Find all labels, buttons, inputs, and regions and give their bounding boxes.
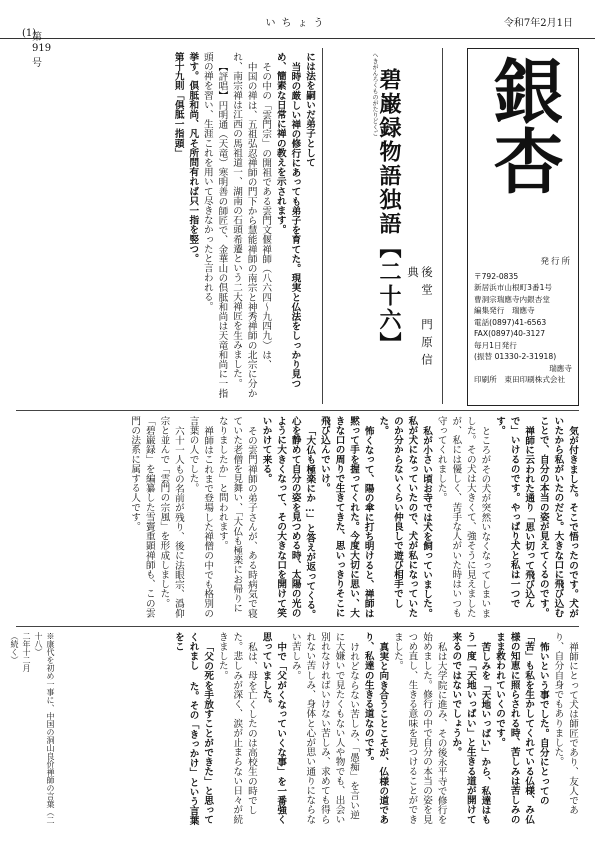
continued-mark: （続く）	[10, 632, 19, 664]
issue-date: 令和7年2月1日	[503, 18, 573, 29]
article-body-bottom: 禅師にとって犬は師匠であり、友人であり、自分自身でもありました。 怖いという事でした。自分にとっての「苦」も私を生かしてくれている仏様、み仏様の知恵に照らされる時、苦しみは苦しみのまま救われていくのです。 苦しみを「天地いっぱい」から、私達はもう一度「天地いっぱい」と生きる道が開けて来るのではないでしょうか。 私は大学院に進み、その後永平寺で修行を始めました。修行の中で自分の本当の姿を見つめ直し、生きる意味を見つけることができました。 真実と向き合うことこそが、仏様の道であり、私達の生きる道なのです。 けれどならない苦しみ、「愚痴」を言い逆に大嫌いで見たくもない人や物でも、出会い別れなければいけない苦しみ、求めても得られない苦しみ、身体と心が思い通りにならない苦しみ。 中で「父がくなっていくな事」を一番強く思っていました。 私は、母を亡くしたのは高校生の時でした。悲しみが深く、涙が止まらない日々が続きました。 「父の死を手放すことができた」と思ってくれまし た。その「きっかけ」という言葉をこ	[172, 632, 578, 826]
article-title-block	[330, 48, 440, 386]
footnote	[10, 632, 56, 828]
spacer	[446, 52, 466, 54]
frequency: 毎月1日発行	[474, 340, 517, 350]
editor: 編集発行 瑞應寺	[474, 306, 535, 315]
author: 後堂 門原信典	[406, 266, 434, 371]
furikae: (振替 01330-2-31918)	[474, 352, 557, 361]
article-title: 碧巌録物語独語【二十六】	[376, 68, 402, 356]
footnote-year: 二年十二月	[22, 632, 31, 672]
logo: 銀杏	[482, 55, 565, 195]
article-body-top-left: には法を嗣いだ弟子として 当時の厳しい禅の修行にあっても弟子を育てた。現実と仏法をしっかり見つめ、簡素な日常に禅の教えを示されます。 その中の「雲門宗」の開祖である雲門文偃禅師（八六四～九四九）は、 中国の禅は、五祖弘忍禅師の門下から慧能禅師の南宗と神秀禅師の北宗に分かれ、南宗禅は江西の馬祖道一、湖南の石頭希遷という二大禅匠を生みました。 【評唱】円明通（天竜）寒明善の師匠で、金華山の倶胝和尚は天竜和尚に一指頭の禅を習い、生涯これを用いて尽きなかったと言われる。 挙す。倶胝和尚、凡そ所問有れば只一指を竪つ。 第十九則「倶胝一指頭」	[172, 52, 315, 398]
column-divider	[322, 48, 323, 404]
furikae-name: 瑞應寺	[549, 363, 572, 373]
fax: FAX(0897)40-3127	[474, 329, 546, 338]
row-divider	[16, 410, 579, 411]
column-divider	[442, 48, 443, 404]
page-header	[0, 0, 595, 69]
postal-code: 〒792-0835	[474, 271, 519, 281]
printer: 印刷所 東田印刷株式会社	[474, 375, 566, 384]
footnote-text: ※康代を初め一事に、中国の洞山良价禅師の言葉（二十八）	[34, 632, 55, 824]
title-ruby: へきがんろくものがたりどくご	[371, 52, 378, 136]
newsletter-name: いちょう	[265, 18, 330, 29]
article-body-middle: 気が付きました。そこで悟ったのです。犬がいたから私がいたのだと。大きな口に飛び込むことで、自分の本当の姿が見えてくるのです。 禅師に云われた通り「思い切って飛び込んで」いけるのです。やっぱり犬と私は一つです。 ところがその犬が突然いなくなってしまいました。その犬は大きくて、強そうに見えましたが、私には優しく、苦手な人がいた時はいつも守ってくれました。 私が小さい頃お寺では犬を飼っていました。私が犬になっていたので、犬が私になっていたのか分からないくらい仲良しで遊び相手でした。 怖くなって、陽の傘に打ち明けると、禅師は黙って手を握ってくれた。今度大切に思い、大きな口の周りで生きてきた、思いっきりそこに飛び込んでいけ。 「大仏も極楽にか…」と答えが返ってくる。心を静めて自分の姿を見つめる時、太陽の光のように大きくなって、その大きな口を開けて笑いかけて来る。 その雲門禅師の弟子さんが、ある時病気で寝ていた老僧を見舞い、「大仏も極楽にお帰りになりましたか」と問われます。 禅師はこれまで登場した禅僧の中でも格別の言葉の人でした。 六十一人もの名前が残り、後に法眼宗、潙仰宗と並んで「雲門の宗風」を形成しました。「碧巌録」を編纂した雪竇重顕禅師も、この雲門の法系に属する人です。	[129, 416, 578, 619]
masthead	[467, 48, 579, 406]
row-divider	[16, 626, 579, 627]
address: 新居浜市山根町3番1号	[474, 283, 553, 292]
phone: 電話(0897)41-6563	[474, 317, 547, 327]
publisher-label: 発行所	[540, 257, 572, 267]
page-number: (1) 第919号	[22, 28, 52, 69]
publisher-info	[474, 257, 572, 386]
temple: 曹洞宗瑞應寺内銀杏堂	[474, 294, 550, 304]
